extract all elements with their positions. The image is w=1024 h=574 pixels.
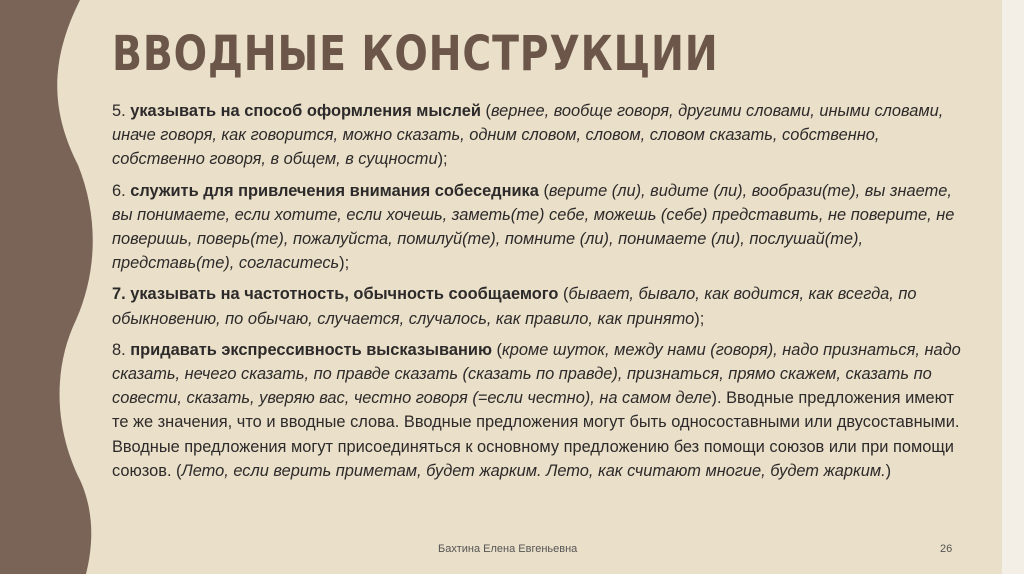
page-number: 26 [940, 543, 953, 555]
para-number: 6. [112, 181, 131, 200]
para-number: 5. [112, 102, 131, 120]
para-open: ( [492, 340, 503, 359]
paragraph-7 [112, 282, 972, 330]
para-examples: вернее, вообще говоря, другими словами, иными словами, иначе говоря, как говорится, можно сказать, одним словом, словом, словом сказать, собственно, собственно говоря, в общем, в сущности [112, 102, 944, 169]
para-examples: верите (ли), видите (ли), вообрази(те), вы знаете, вы понимаете, если хотите, если хочешь, заметь(те) себе, можешь (себе) представить, не поверите, не поверишь, поверь(те), пожалуйста, помилуй(те), помните (ли), понимаете (ли), послушай(те), представь(те), согласитесь [112, 181, 955, 273]
para-heading: указывать на частотность, обычность сообщаемого [130, 285, 559, 304]
para-close: ); [339, 254, 350, 273]
para-close: ) [885, 461, 892, 480]
para-examples: бывает, бывало, как водится, как всегда, по обыкновению, по обычаю, случается, случалось, как правило, как принято [112, 285, 917, 328]
para-open: ( [558, 285, 569, 304]
para-heading: придавать экспрессивность высказыванию [130, 340, 492, 359]
para-close: ); [437, 150, 448, 169]
para-close: ); [694, 309, 705, 328]
para-body: ). Вводные предложения имеют те же значения, что и вводные слова. Вводные предложения могут быть односоставными или двусоставными. Вводные предложения могут присоединяться к основному предложению без помощи союзов или при помощи союзов. ( [112, 389, 960, 480]
para-heading: служить для привлечения внимания собеседника [130, 181, 539, 200]
para-examples: кроме шуток, между нами (говоря), надо признаться, надо сказать, нечего сказать, по правде сказать (сказать по правде), признаться, прямо скажем, сказать по совести, сказать, уверяю вас, честно говоря (=если честно), на самом деле [112, 340, 961, 408]
para-heading: указывать на способ оформления мыслей [130, 102, 481, 120]
wave-border-decoration [0, 0, 110, 574]
para-open: ( [480, 102, 491, 120]
para-number: 7. [112, 285, 131, 304]
paragraph-5 [112, 99, 972, 172]
slide-title: ВВОДНЫЕ КОНСТРУКЦИИ [112, 26, 719, 82]
slide-content [112, 99, 972, 490]
para-open: ( [538, 181, 549, 200]
footer-author: Бахтина Елена Евгеньевна [438, 543, 578, 555]
paragraph-6 [112, 179, 972, 276]
right-border-strip [1002, 0, 1024, 574]
para-example-sentences: Лето, если верить приметам, будет жарким. Лето, как считают многие, будет жарким. [181, 461, 886, 480]
para-number: 8. [112, 340, 131, 359]
paragraph-8 [112, 338, 972, 483]
